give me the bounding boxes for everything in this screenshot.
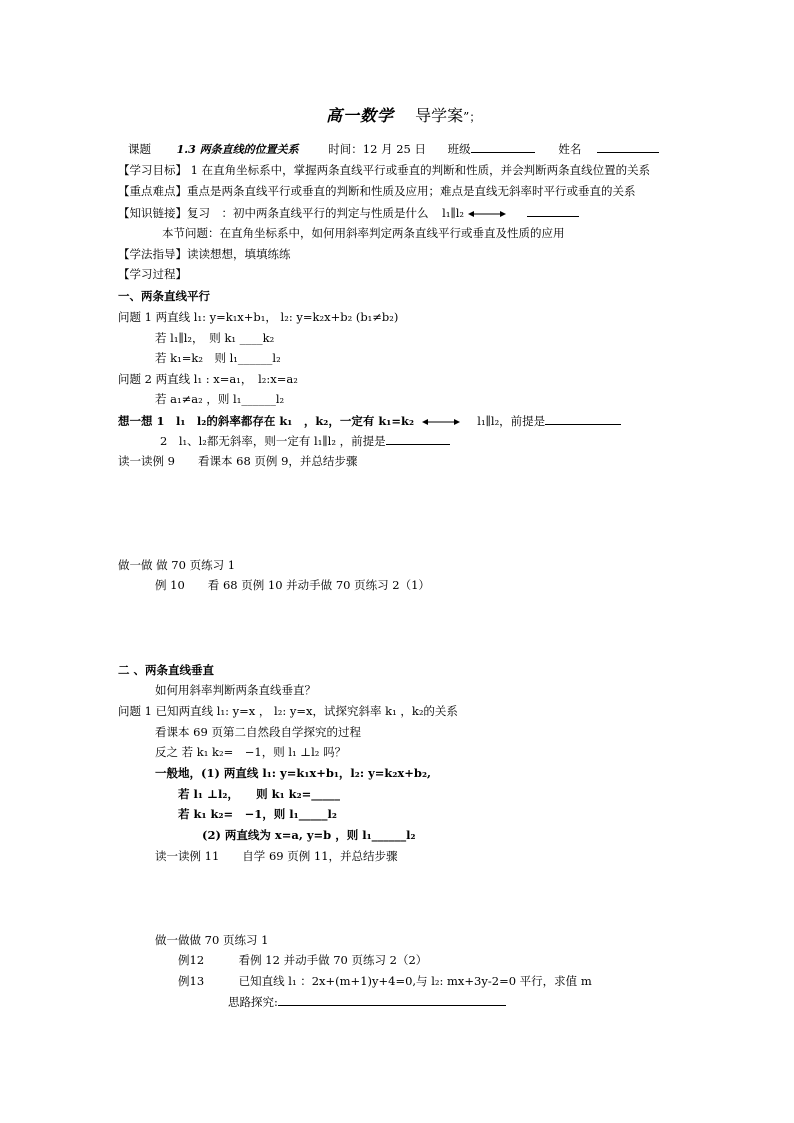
parallel-q2a: 若 a₁≠a₂ ，则 l₁______l₂ bbox=[155, 392, 285, 406]
example-10: 例 10 看 68 页例 10 并动手做 70 页练习 2（1） bbox=[155, 578, 430, 592]
learning-target: 【学习目标】 1 在直角坐标系中，掌握两条直线平行或垂直的判断和性质，并会判断两条直线位置的关系 bbox=[118, 163, 651, 177]
knowledge-link: 【知识链接】复习 ：初中两条直线平行的判定与性质是什么 l₁∥l₂ bbox=[118, 204, 579, 221]
perp-q1: 问题 1 已知两直线 l₁: y=x ， l₂: y=x，试探究斜率 k₁ ，k₂的关系 bbox=[118, 704, 458, 718]
section-heading-perpendicular: 二 、两条直线垂直 bbox=[118, 663, 215, 677]
parallel-q1a: 若 l₁∥l₂， 则 k₁ ____k₂ bbox=[155, 331, 275, 345]
perp-general: 一般地，(1) 两直线 l₁: y=k₁x+b₁，l₂: y=k₂x+b₂, bbox=[155, 766, 431, 780]
do-exercise-70: 做一做做 70 页练习 1 bbox=[155, 933, 269, 947]
learning-method: 【学法指导】读读想想，填填练练 bbox=[118, 247, 291, 261]
parallel-q2: 问题 2 两直线 l₁ : x=a₁， l₂:x=a₂ bbox=[118, 372, 298, 386]
key-points: 【重点难点】重点是两条直线平行或垂直的判断和性质及应用；难点是直线无斜率时平行或垂直的关系 bbox=[118, 184, 636, 198]
section-question: 本节问题：在直角坐标系中，如何用斜率判定两条直线平行或垂直及性质的应用 bbox=[162, 226, 565, 240]
idea-explore: 思路探究: bbox=[228, 993, 506, 1010]
think-1: 想一想 1 l₁ l₂的斜率都存在 k₁ ，k₂，一定有 k₁=k₂ l₁∥l₂，前提是 bbox=[118, 412, 621, 429]
idea-blank[interactable] bbox=[278, 993, 506, 1006]
name-blank[interactable] bbox=[597, 140, 659, 153]
double-arrow-icon bbox=[468, 209, 506, 219]
learning-process: 【学习过程】 bbox=[118, 267, 187, 281]
think1-blank[interactable] bbox=[545, 412, 621, 425]
page-title: 高一数学 导学案”； bbox=[326, 106, 482, 125]
read-example-9: 读一读例 9 看课本 68 页例 9，并总结步骤 bbox=[118, 454, 358, 468]
perp-general-a: 若 l₁ ⊥l₂， 则 k₁ k₂=_____ bbox=[178, 787, 341, 801]
perp-general-c: (2) 两直线为 x=a, y=b ，则 l₁______l₂ bbox=[202, 828, 416, 842]
link-blank[interactable] bbox=[527, 204, 579, 217]
read-example-11: 读一读例 11 自学 69 页例 11，并总结步骤 bbox=[155, 849, 398, 863]
example-12: 例12 看例 12 并动手做 70 页练习 2（2） bbox=[178, 953, 428, 967]
header-meta: 课题 1.3 两条直线的位置关系 时间：12 月 25 日 班级 姓名 bbox=[128, 140, 659, 158]
double-arrow-icon bbox=[422, 417, 460, 427]
do-exercise-1: 做一做 做 70 页练习 1 bbox=[118, 558, 236, 572]
perp-converse: 反之 若 k₁ k₂= −1，则 l₁ ⊥l₂ 吗？ bbox=[155, 745, 347, 759]
perp-general-b: 若 k₁ k₂= −1，则 l₁_____l₂ bbox=[178, 807, 337, 821]
think-2: 2 l₁、l₂都无斜率，则一定有 l₁∥l₂ ，前提是 bbox=[160, 432, 450, 449]
parallel-q1: 问题 1 两直线 l₁: y=k₁x+b₁， l₂: y=k₂x+b₂ (b₁≠b₂) bbox=[118, 310, 399, 324]
example-13: 例13 已知直线 l₁ ：2x+(m+1)y+4=0,与 l₂: mx+3y-2=0 平行，求值 m bbox=[178, 974, 592, 988]
perp-how: 如何用斜率判断两条直线垂直？ bbox=[155, 683, 316, 697]
class-blank[interactable] bbox=[471, 140, 535, 153]
parallel-q1b: 若 k₁=k₂ 则 l₁______l₂ bbox=[155, 351, 281, 365]
perp-see: 看课本 69 页第二自然段自学探究的过程 bbox=[155, 725, 361, 739]
think2-blank[interactable] bbox=[386, 432, 450, 445]
section-heading-parallel: 一、两条直线平行 bbox=[118, 289, 210, 303]
